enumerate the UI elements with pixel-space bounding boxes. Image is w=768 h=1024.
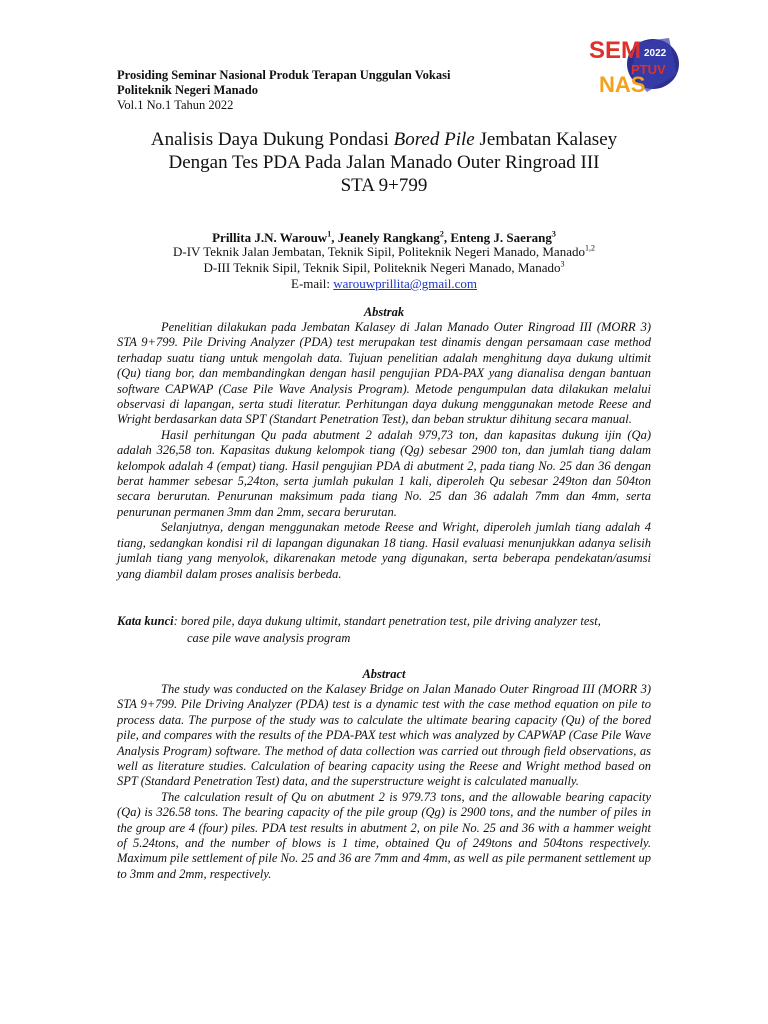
paper-title bbox=[100, 128, 668, 197]
abstrak-paragraph-1: Penelitian dilakukan pada Jembatan Kalasey di Jalan Manado Outer Ringroad III (MORR 3) STA 9+799. Pile Driving Analyzer (PDA) test merupakan test dinamis dengan persamaan case method terhadap suatu tiang untuk mengolah data. Tujuan penelitian adalah menghitung daya dukung ultimit (Qu) tiang bor, dan membandingkan dengan hasil pengujian PDA-PAX yang dianalisa dengan bantuan software CAPWAP (Case Pile Wave Analysis Program). Metode pengumpulan data dilakukan melalui observasi di lapangan, serta studi literatur. Perhitungan daya dukung menggunakan metode Reese and Wright berdasarkan data SPT (Standart Penetration Test), dan beban struktur dihitung secara manual. bbox=[117, 320, 651, 427]
affiliation-1 bbox=[100, 244, 668, 260]
abstrak-heading: Abstrak bbox=[363, 305, 405, 319]
affiliation-2 bbox=[100, 260, 668, 276]
affiliation-1-sup: 1,2 bbox=[584, 243, 595, 253]
abstrak-body bbox=[117, 320, 651, 582]
logo-sem: SEM bbox=[589, 37, 642, 64]
logo-nas: NAS bbox=[599, 72, 646, 96]
title-line2: Dengan Tes PDA Pada Jalan Manado Outer Ringroad III bbox=[168, 152, 600, 173]
volume-info: Vol.1 No.1 Tahun 2022 bbox=[117, 98, 234, 112]
affiliation-2-sup: 3 bbox=[560, 259, 565, 269]
author-3: , Enteng J. Saerang bbox=[443, 230, 552, 245]
keywords-line1: : bored pile, daya dukung ultimit, standart penetration test, pile driving analyzer test, bbox=[173, 614, 601, 628]
affiliation-1-text: D-IV Teknik Jalan Jembatan, Teknik Sipil, Politeknik Negeri Manado, Manado bbox=[173, 244, 585, 259]
author-1: Prillita J.N. Warouw bbox=[212, 230, 328, 245]
institution-name: Politeknik Negeri Manado bbox=[117, 83, 258, 97]
title-line3: STA 9+799 bbox=[340, 175, 428, 196]
email-label: E-mail: bbox=[291, 276, 334, 291]
proceedings-header bbox=[117, 68, 450, 113]
author-2-sup: 2 bbox=[439, 229, 444, 239]
abstract-heading: Abstract bbox=[362, 667, 406, 681]
abstract-paragraph-2: The calculation result of Qu on abutment 2 is 979.73 tons, and the allowable bearing capacity (Qa) is 326.58 tons. The bearing capacity of the pile group (Qg) is 2900 tons, and the number of piles in the group are 4 (four) piles. PDA test results in abutment 2, on pile No. 25 and 36 with a hammer weight of 5.24tons, and the number of blows is 1 time, obtained Qu of 249tons and 504tons respectively. Maximum pile settlement of pile No. 25 and 36 are 7mm and 4mm, as well as pile permanent settlement up to 3mm and 2mm, respectively. bbox=[117, 789, 651, 881]
abstract-body bbox=[117, 682, 651, 882]
semnas-logo bbox=[587, 34, 682, 96]
keywords-line2: case pile wave analysis program bbox=[187, 631, 351, 645]
abstrak-paragraph-3: Selanjutnya, dengan menggunakan metode Reese and Wright, diperoleh jumlah tiang adalah 4 tiang, sedangkan kondisi ril di lapangan digunakan 18 tiang. Hasil evaluasi menunjukkan adanya selisih jumlah tiang yang menyolok, dikarenakan metode yang digunakan, serta beberapa pendekatan/asumsi yang diambil dalam proses analisis berbeda. bbox=[117, 520, 651, 581]
proceedings-title: Prosiding Seminar Nasional Produk Terapan Unggulan Vokasi bbox=[117, 68, 451, 82]
affiliation-2-text: D-III Teknik Sipil, Teknik Sipil, Politeknik Negeri Manado, Manado bbox=[203, 260, 561, 275]
abstract-paragraph-1: The study was conducted on the Kalasey Bridge on Jalan Manado Outer Ringroad III (MORR 3) STA 9+799. Pile Driving Analyzer (PDA) test is a dynamic test with the case method equation on pile to process data. The purpose of the study was to calculate the ultimate bearing capacity (Qu) of the bored pile, and compares with the results of the PDA-PAX test which was analyzed by CAPWAP (Case Pile Wave Analysis Program) software. The method of data collection was carried out through field observations, as well as literature studies. Calculation of bearing capacity using the Reese and Wright method based on SPT (Standard Penetration Test) data, and the superstructure weight is calculated manually. bbox=[117, 682, 651, 789]
title-part1: Analisis Daya Dukung Pondasi bbox=[150, 129, 394, 150]
abstrak-paragraph-2: Hasil perhitungan Qu pada abutment 2 adalah 979,73 ton, dan kapasitas dukung ijin (Qa) adalah 326,58 ton. Kapasitas dukung kelompok tiang (Qg) sebesar 2900 ton, dan jumlah tiang dalam kelompok adalah 4 (empat) tiang. Hasil pengujian PDA di abutment 2, pada tiang No. 25 dan 36 dengan berat hammer sebesar 5,24ton, serta jumlah pukulan 1 kali, diperoleh Qu sebesar 249ton dan 504ton secara berurutan. Penurunan maksimum pada tiang No. 25 dan 36 adalah 7mm dan 4mm, serta penurunan permanen 3mm dan 2mm, secara berurutan. bbox=[117, 427, 651, 519]
author-2: , Jeanely Rangkang bbox=[331, 230, 440, 245]
title-italic: Bored Pile bbox=[393, 129, 475, 150]
logo-year: 2022 bbox=[644, 48, 667, 59]
keywords bbox=[117, 613, 657, 647]
email-line bbox=[100, 276, 668, 292]
logo-ptuv: PTUV bbox=[631, 62, 666, 77]
author-1-sup: 1 bbox=[327, 229, 332, 239]
keywords-label: Kata kunci bbox=[117, 614, 174, 628]
email-link[interactable]: warouwprillita@gmail.com bbox=[333, 276, 477, 291]
author-3-sup: 3 bbox=[551, 229, 556, 239]
title-part2: Jembatan Kalasey bbox=[474, 129, 618, 150]
